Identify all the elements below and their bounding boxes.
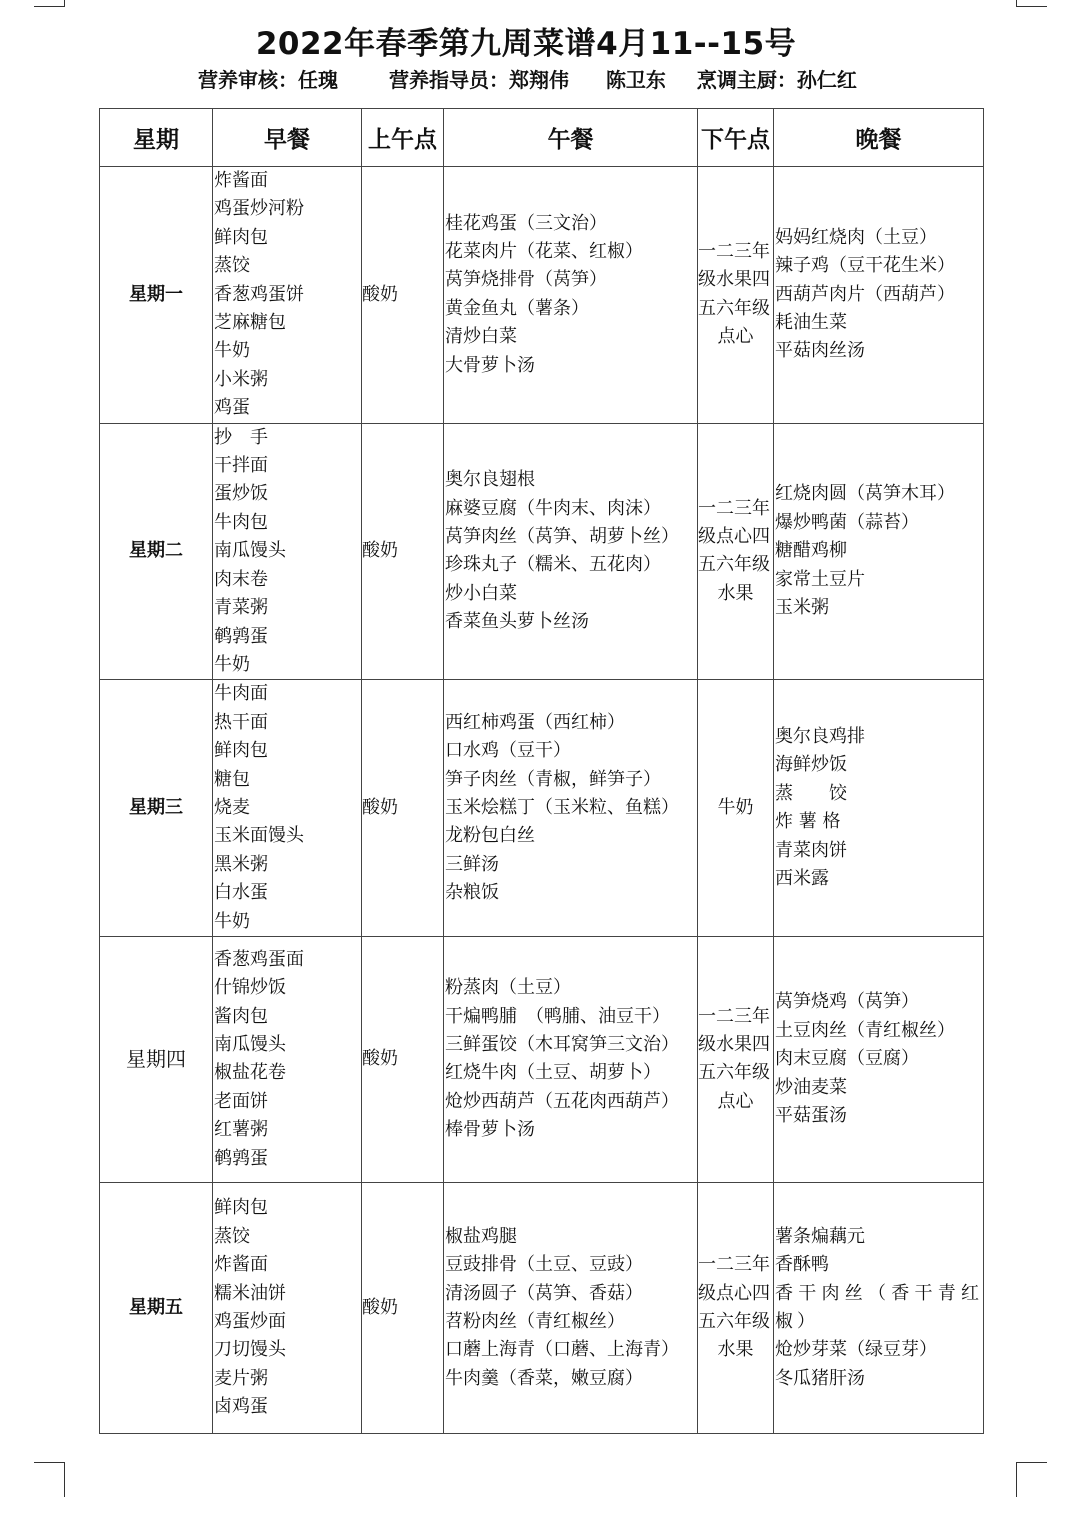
breakfast-cell-item: 麦片粥 [214,1367,268,1389]
dinner-cell [774,936,984,1182]
breakfast-cell-item: 鸡蛋炒河粉 [214,198,304,220]
dinner-cell-item: 冬瓜猪肝汤 [775,1367,865,1389]
day-label: 星期三 [100,680,213,937]
nutrition-reviewer: 营养审核：任瑰 [198,68,338,92]
afternoon-snack-line: 一二三年 [698,241,770,263]
staff-line [198,64,857,93]
day-label: 星期一 [100,167,213,424]
day-row [100,1182,984,1433]
breakfast-cell-item: 香葱鸡蛋面 [214,948,304,970]
breakfast-cell [213,936,362,1182]
breakfast-cell-item: 老面饼 [214,1090,268,1112]
breakfast-cell-item: 牛肉包 [214,511,268,533]
breakfast-cell-item: 酱肉包 [214,1005,268,1027]
head-chef: 烹调主厨：孙仁红 [696,68,857,92]
weekly-menu-table [99,108,984,1434]
breakfast-cell-item: 南瓜馒头 [214,1034,286,1056]
afternoon-snack-line: 点心 [717,1090,754,1112]
dinner-cell-item: 西米露 [775,867,829,889]
dinner-cell-item: 青菜肉饼 [775,839,847,861]
lunch-cell-item: 口蘑上海青（口蘑、上海青） [445,1339,679,1361]
breakfast-cell-item: 糖包 [214,768,250,790]
page-title: 2022年春季第九周菜谱4月11--15号 [255,26,797,62]
afternoon-snack-cell [698,1182,774,1433]
lunch-cell-item: 莴笋烧排骨（莴笋） [445,269,607,291]
breakfast-cell-item: 肉末卷 [214,568,268,590]
morning-snack-cell: 酸奶 [362,936,444,1182]
lunch-cell-item: 豆豉排骨（土豆、豆豉） [445,1254,643,1276]
afternoon-snack-line: 级点心四 [698,526,770,548]
afternoon-snack-line: 牛奶 [717,796,754,818]
breakfast-cell-item: 卤鸡蛋 [214,1396,268,1418]
lunch-cell-item: 玉米烩糕丁（玉米粒、鱼糕） [445,796,679,818]
breakfast-cell-item: 炸酱面 [214,170,268,191]
lunch-cell-item: 奥尔良翅根 [445,469,535,491]
lunch-cell [444,1182,698,1433]
breakfast-cell-item: 炸酱面 [214,1254,268,1276]
afternoon-snack-line: 一二三年 [698,497,770,519]
breakfast-cell [213,167,362,424]
breakfast-cell-item: 鸡蛋 [214,397,250,419]
crop-mark-bottom-right [1016,1462,1047,1497]
breakfast-cell-item: 鸡蛋炒面 [214,1310,286,1332]
breakfast-cell [213,423,362,680]
breakfast-cell [213,680,362,937]
header-breakfast: 早餐 [213,109,362,167]
day-row [100,167,984,424]
afternoon-snack-line: 五六年级 [698,1310,770,1332]
breakfast-cell [213,1182,362,1433]
breakfast-cell-item: 香葱鸡蛋饼 [214,283,304,305]
breakfast-cell-item: 蒸饺 [214,1225,250,1247]
dinner-cell-item: 炝炒芽菜（绿豆芽） [775,1339,937,1361]
day-row [100,936,984,1182]
lunch-cell [444,167,698,424]
breakfast-cell-item: 鲜肉包 [214,1197,268,1219]
lunch-cell-item: 珍珠丸子（糯米、五花肉） [445,554,661,576]
day-label: 星期五 [100,1182,213,1433]
crop-mark-top-right [1016,0,1047,7]
lunch-cell-item: 笋子肉丝（青椒，鲜笋子） [445,768,661,790]
lunch-cell-item: 黄金鱼丸（薯条） [445,297,589,319]
header-lunch: 午餐 [444,109,698,167]
lunch-cell-item: 红烧牛肉（土豆、胡萝卜） [445,1062,661,1084]
dinner-cell-item: 炒油麦菜 [775,1076,847,1098]
afternoon-snack-line: 五六年级 [698,297,770,319]
afternoon-snack-cell [698,423,774,680]
dinner-cell-item: 蒸 饺 [775,782,847,804]
afternoon-snack-line: 五六年级 [698,554,770,576]
afternoon-snack-line: 点心 [717,326,754,348]
breakfast-cell-item: 鲜肉包 [214,740,268,762]
afternoon-snack-line: 一二三年 [698,1254,770,1276]
dinner-cell-item: 炸 薯 格 [775,811,841,833]
breakfast-cell-item: 刀切馒头 [214,1339,286,1361]
lunch-cell-item: 三鲜汤 [445,853,499,875]
morning-snack-cell: 酸奶 [362,680,444,937]
dinner-cell-item: 海鲜炒饭 [775,754,847,776]
dinner-cell [774,1182,984,1433]
afternoon-snack-cell [698,167,774,424]
afternoon-snack-line: 级点心四 [698,1282,770,1304]
breakfast-cell-item: 热干面 [214,711,268,733]
lunch-cell-item: 龙粉包白丝 [445,825,535,847]
day-label: 星期四 [100,936,213,1182]
breakfast-cell-item: 鹌鹑蛋 [214,1147,268,1169]
morning-snack-cell: 酸奶 [362,423,444,680]
lunch-cell-item: 桂花鸡蛋（三文治） [445,212,607,234]
afternoon-snack-cell [698,936,774,1182]
lunch-cell-item: 西红柿鸡蛋（西红柿） [445,711,625,733]
dinner-cell-item: 妈妈红烧肉（土豆） [775,226,937,248]
breakfast-cell-item: 红薯粥 [214,1119,268,1141]
dinner-cell-item: 爆炒鸭菌（蒜苔） [775,511,919,533]
afternoon-snack-line: 水果 [717,582,754,604]
breakfast-cell-item: 白水蛋 [214,882,268,904]
dinner-cell-item: 平菇蛋汤 [775,1105,847,1127]
afternoon-snack-line: 一二三年 [698,1005,770,1027]
breakfast-cell-item: 牛奶 [214,340,250,362]
breakfast-cell-item: 烧麦 [214,796,250,818]
morning-snack-cell: 酸奶 [362,1182,444,1433]
breakfast-cell-item: 鹌鹑蛋 [214,625,268,647]
breakfast-cell-item: 干拌面 [214,455,268,477]
dinner-cell [774,680,984,937]
morning-snack-cell: 酸奶 [362,167,444,424]
lunch-cell-item: 花菜肉片（花菜、红椒） [445,241,643,263]
dinner-cell-item: 玉米粥 [775,597,829,619]
dinner-cell-item: 肉末豆腐（豆腐） [775,1048,919,1070]
breakfast-cell-item: 小米粥 [214,368,268,390]
breakfast-cell-item: 牛奶 [214,653,250,675]
breakfast-cell-item: 黑米粥 [214,853,268,875]
lunch-cell-item: 棒骨萝卜汤 [445,1119,535,1141]
breakfast-cell-item: 什锦炒饭 [214,977,286,999]
afternoon-snack-cell [698,680,774,937]
dinner-cell-item: 香干肉丝（香干青红椒） [775,1282,983,1332]
breakfast-cell-item: 蒸饺 [214,255,250,277]
lunch-cell-item: 麻婆豆腐（牛肉末、肉沫） [445,497,661,519]
lunch-cell-item: 莴笋肉丝（莴笋、胡萝卜丝） [445,526,679,548]
dinner-cell [774,167,984,424]
day-row [100,680,984,937]
lunch-cell-item: 苕粉肉丝（青红椒丝） [445,1310,625,1332]
dinner-cell-item: 香酥鸭 [775,1254,829,1276]
afternoon-snack-line: 五六年级 [698,1062,770,1084]
header-afternoon-snack: 下午点 [698,109,774,167]
afternoon-snack-line: 水果 [717,1339,754,1361]
breakfast-cell-item: 牛肉面 [214,683,268,705]
day-row [100,423,984,680]
lunch-cell-item: 口水鸡（豆干） [445,740,571,762]
dinner-cell-item: 莴笋烧鸡（莴笋） [775,991,919,1013]
menu-body [100,167,984,1434]
nutrition-guide: 营养指导员：郑翔伟 [388,68,569,92]
header-day: 星期 [100,109,213,167]
breakfast-cell-item: 牛奶 [214,910,250,932]
dinner-cell-item: 糖醋鸡柳 [775,540,847,562]
lunch-cell-item: 干煸鸭脯 （鸭脯、油豆干） [445,1005,670,1027]
dinner-cell-item: 红烧肉圆（莴笋木耳） [775,483,955,505]
lunch-cell-item: 杂粮饭 [445,882,499,904]
crop-mark-top-left [34,0,65,7]
dinner-cell-item: 平菇肉丝汤 [775,340,865,362]
breakfast-cell-item: 玉米面馒头 [214,825,304,847]
lunch-cell-item: 清汤圆子（莴笋、香菇） [445,1282,643,1304]
dinner-cell-item: 薯条煸藕元 [775,1225,865,1247]
breakfast-cell-item: 南瓜馒头 [214,540,286,562]
breakfast-cell-item: 糯米油饼 [214,1282,286,1304]
day-label: 星期二 [100,423,213,680]
lunch-cell-item: 炒小白菜 [445,582,517,604]
breakfast-cell-item: 鲜肉包 [214,226,268,248]
lunch-cell-item: 香菜鱼头萝卜丝汤 [445,611,589,633]
dinner-cell-item: 奥尔良鸡排 [775,725,865,747]
header-row [100,109,984,167]
lunch-cell-item: 三鲜蛋饺（木耳窝笋三文治） [445,1034,679,1056]
dinner-cell-item: 耗油生菜 [775,312,847,334]
lunch-cell-item: 椒盐鸡腿 [445,1225,517,1247]
afternoon-snack-line: 级水果四 [698,1034,770,1056]
lunch-cell-item: 粉蒸肉（土豆） [445,977,571,999]
dinner-cell-item: 家常土豆片 [775,568,865,590]
header-dinner: 晚餐 [774,109,984,167]
breakfast-cell-item: 芝麻糖包 [214,312,286,334]
lunch-cell [444,936,698,1182]
lunch-cell-item: 牛肉羹（香菜，嫩豆腐） [445,1367,643,1389]
breakfast-cell-item: 蛋炒饭 [214,483,268,505]
lunch-cell-item: 大骨萝卜汤 [445,354,535,376]
dinner-cell-item: 土豆肉丝（青红椒丝） [775,1019,955,1041]
dinner-cell-item: 辣子鸡（豆干花生米） [775,255,955,277]
dinner-cell [774,423,984,680]
afternoon-snack-line: 级水果四 [698,269,770,291]
lunch-cell [444,680,698,937]
lunch-cell-item: 清炒白菜 [445,326,517,348]
nutrition-guide-2: 陈卫东 [605,68,666,92]
header-morning-snack: 上午点 [362,109,444,167]
lunch-cell [444,423,698,680]
lunch-cell-item: 炝炒西葫芦（五花肉西葫芦） [445,1090,679,1112]
crop-mark-bottom-left [34,1462,65,1497]
breakfast-cell-item: 青菜粥 [214,597,268,619]
breakfast-cell-item: 抄 手 [214,426,268,448]
breakfast-cell-item: 椒盐花卷 [214,1062,286,1084]
dinner-cell-item: 西葫芦肉片（西葫芦） [775,283,955,305]
